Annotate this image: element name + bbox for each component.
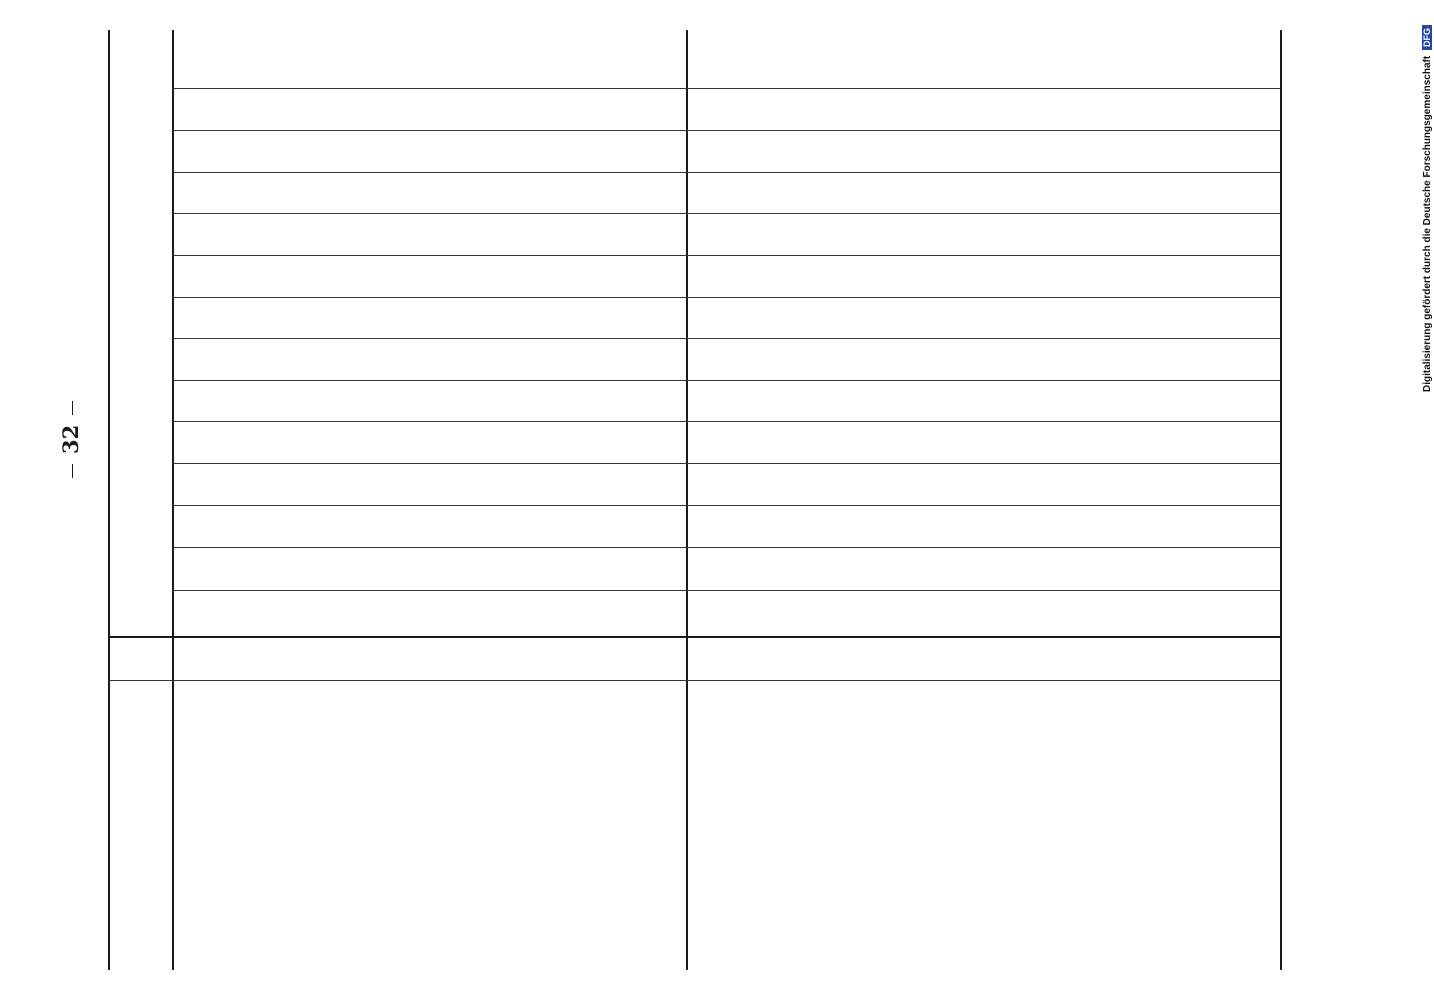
dfg-logo: DFG xyxy=(1422,25,1432,50)
table-rule-horizontal xyxy=(172,505,1280,506)
table-rule-vertical xyxy=(108,30,110,970)
table-rule-vertical xyxy=(172,30,174,970)
table-rule-horizontal xyxy=(108,636,1280,638)
table-rule-horizontal xyxy=(172,88,1280,89)
table-rule-horizontal xyxy=(172,590,1280,591)
table-rule-horizontal xyxy=(172,547,1280,548)
table-rule-horizontal xyxy=(172,463,1280,464)
page-number: 32 xyxy=(58,391,83,488)
credit-text: Digitalisierung gefördert durch die Deutsche Forschungsgemeinschaft xyxy=(1422,55,1433,392)
table-rule-horizontal xyxy=(172,130,1280,131)
table-rule-horizontal xyxy=(172,380,1280,381)
table-rule-horizontal xyxy=(172,297,1280,298)
table-rule-horizontal xyxy=(108,680,1280,681)
table-rule-vertical xyxy=(1280,30,1282,970)
funding-credit xyxy=(1422,25,1433,392)
table-rule-horizontal xyxy=(172,421,1280,422)
table-rule-vertical xyxy=(686,30,688,970)
table-rule-horizontal xyxy=(172,213,1280,214)
table-rule-horizontal xyxy=(172,172,1280,173)
table-rule-horizontal xyxy=(172,338,1280,339)
rotated-table xyxy=(100,30,1340,970)
table-rule-horizontal xyxy=(172,255,1280,256)
